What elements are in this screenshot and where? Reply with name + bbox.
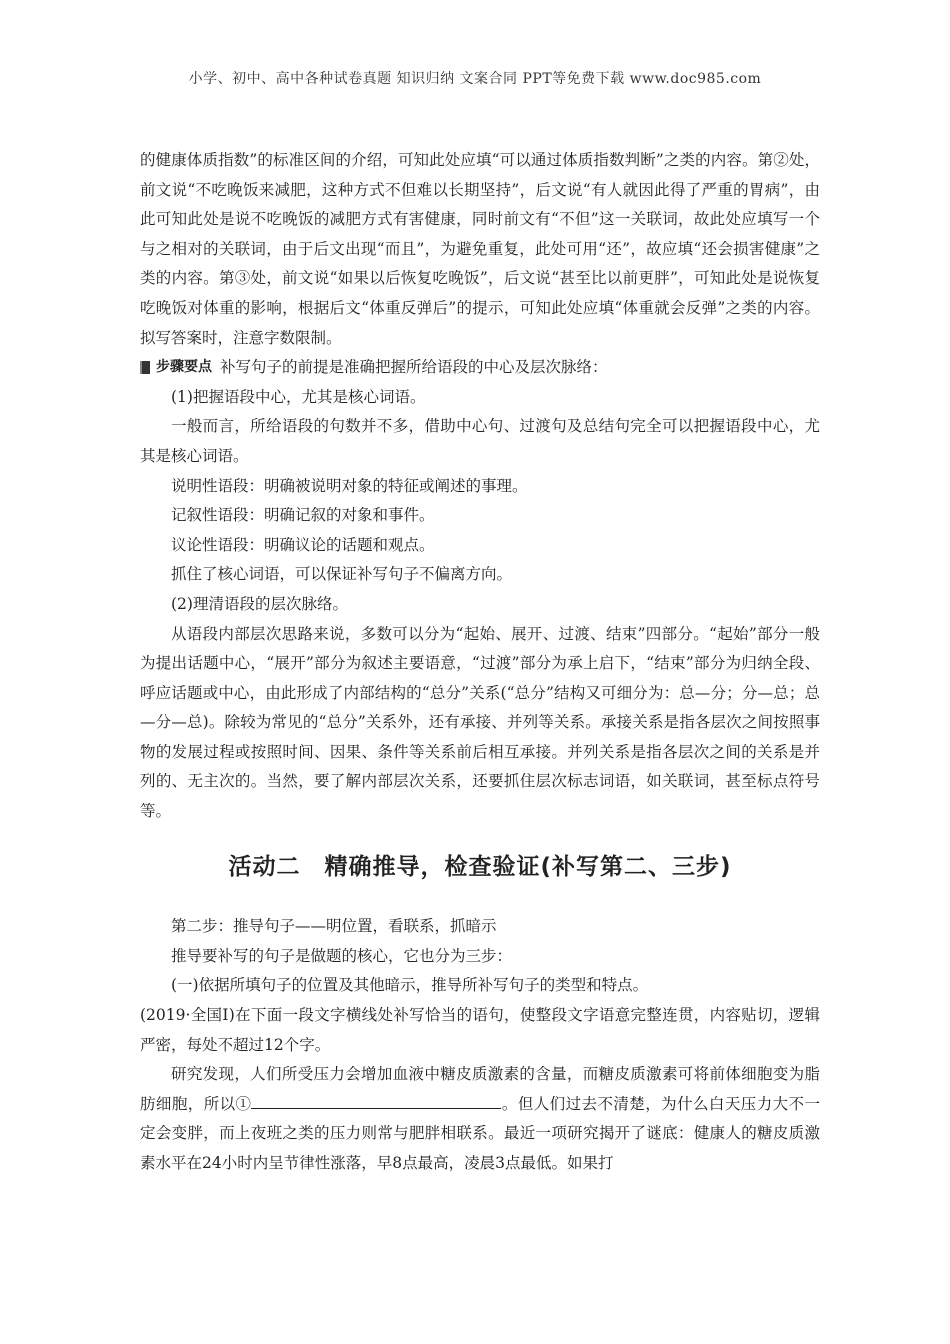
point-1-heading: (1)把握语段中心，尤其是核心词语。 bbox=[171, 387, 426, 406]
step-points-text: 补写句子的前提是准确把握所给语段的中心及层次脉络： bbox=[220, 358, 608, 377]
passage-part-b: 。但人们过去不清楚，为什么白天压力大不一定会变胖，而上夜班之类的压力则常与肥胖相联系。最近一项研究揭开了谜底：健康人的糖皮质激素水平在24小时内呈节律性涨落，早8点最高，凌晨3点最低。如果打 bbox=[140, 1094, 820, 1172]
argumentative-line: 议论性语段：明确议论的话题和观点。 bbox=[171, 535, 435, 554]
answer-blank bbox=[251, 1092, 501, 1109]
passage-part-a: 研究发现，人们所受压力会增加血液中糖皮质激素的含量，而糖皮质激素可将前体细胞变为脂肪细胞，所以① bbox=[140, 1065, 820, 1113]
point-1-body: 一般而言，所给语段的句数并不多，借助中心句、过渡句及总结句完全可以把握语段中心，尤其是核心词语。 bbox=[140, 417, 820, 465]
keyword-line: 抓住了核心词语，可以保证补写句子不偏离方向。 bbox=[171, 565, 513, 584]
analysis-paragraph: 的健康体质指数”的标准区间的介绍，可知此处应填“可以通过体质指数判断”之类的内容。第②处，前文说“不吃晚饭来减肥，这种方式不但难以长期坚持”，后文说“有人就因此得了严重的胃病”，由此可知此处是说不吃晚饭的减肥方式有害健康，同时前文有“不但”这一关联词，故此处应填写一个与之相对的关联词，由于后文出现“而且”，为避免重复，此处可用“还”，故应填“还会损害健康”之类的内容。第③处，前文说“如果以后恢复吃晚饭”，后文说“甚至比以前更胖”，可知此处是说恢复吃晚饭对体重的影响，根据后文“体重反弹后”的提示，可知此处应填“体重就会反弹”之类的内容。拟写答案时，注意字数限制。 bbox=[140, 151, 820, 347]
question-passage bbox=[140, 1060, 820, 1178]
document-body bbox=[140, 146, 820, 1179]
point-2-heading: (2)理清语段的层次脉络。 bbox=[171, 594, 348, 613]
page-header: 小学、初中、高中各种试卷真题 知识归纳 文案合同 PPT等免费下载 www.doc985.com bbox=[188, 71, 762, 87]
bar-icon bbox=[140, 361, 150, 374]
step-two-heading: 第二步：推导句子——明位置，看联系，抓暗示 bbox=[171, 917, 497, 936]
question-prompt: (2019·全国Ⅰ)在下面一段文字横线处补写恰当的语句，使整段文字语意完整连贯，内容贴切，逻辑严密，每处不超过12个字。 bbox=[140, 1006, 820, 1054]
narrative-line: 记叙性语段：明确记叙的对象和事件。 bbox=[171, 506, 435, 525]
expository-line: 说明性语段：明确被说明对象的特征或阐述的事理。 bbox=[171, 476, 528, 495]
section-title: 活动二 精确推导，检查验证(补写第二、三步) bbox=[228, 853, 732, 880]
sub-step-one: (一)依据所填句子的位置及其他暗示，推导所补写句子的类型和特点。 bbox=[171, 976, 649, 995]
step-points-label: 步骤要点 bbox=[140, 353, 212, 383]
step-points bbox=[140, 353, 820, 383]
point-2-body: 从语段内部层次思路来说，多数可以分为“起始、展开、过渡、结束”四部分。“起始”部分一般为提出话题中心，“展开”部分为叙述主要语意，“过渡”部分为承上启下，“结束”部分为归纳全段、呼应话题或中心，由此形成了内部结构的“总分”关系(“总分”结构又可细分为：总—分；分—总；总—分—总)。除较为常见的“总分”关系外，还有承接、并列等关系。承接关系是指各层次之间按照事物的发展过程或按照时间、因果、条件等关系前后相互承接。并列关系是指各层次之间的关系是并列的、无主次的。当然，要了解内部层次关系，还要抓住层次标志词语，如关联词，甚至标点符号等。 bbox=[140, 624, 820, 821]
step-two-intro: 推导要补写的句子是做题的核心，它也分为三步： bbox=[171, 946, 513, 965]
